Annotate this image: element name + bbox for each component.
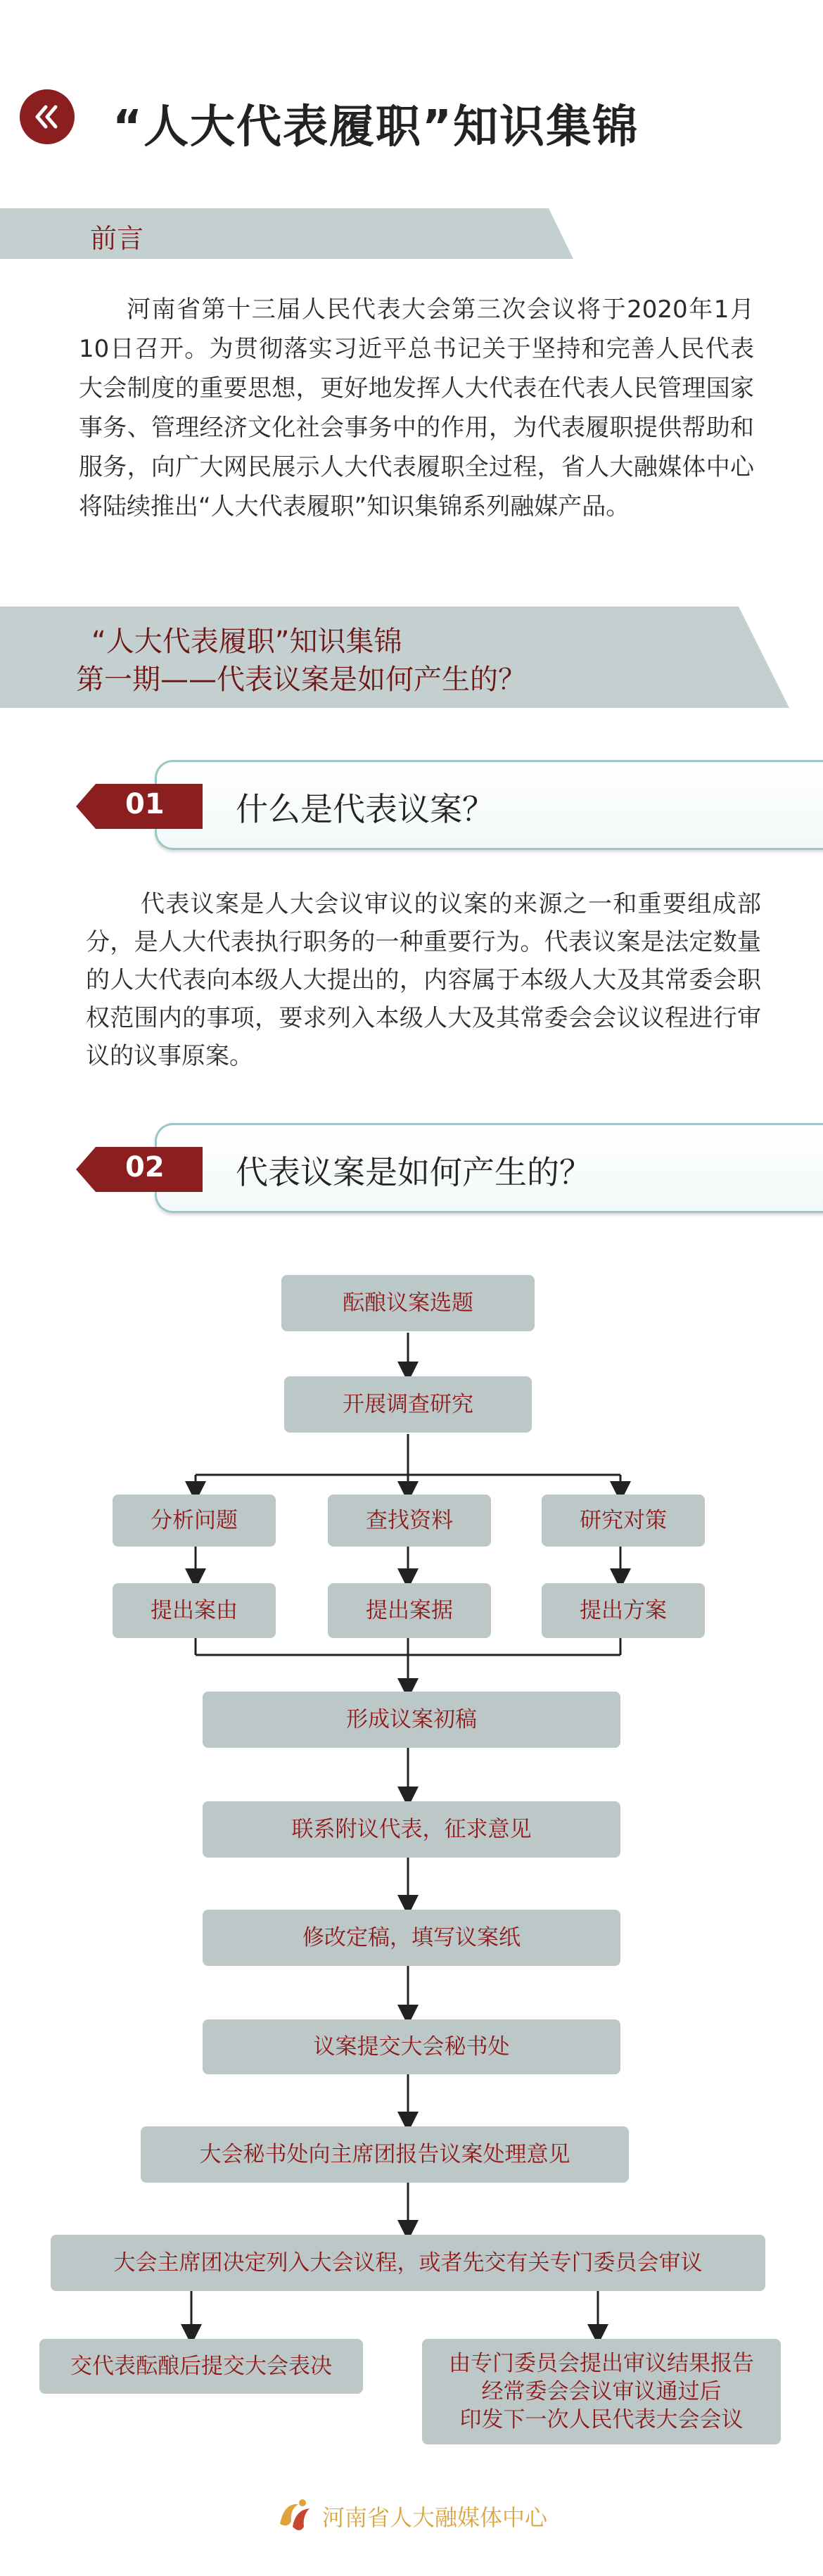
flow-step-analyze: 分析问题 [113, 1495, 276, 1547]
flow-end-committee-line1: 由专门委员会提出审议结果报告 [449, 2351, 754, 2376]
flow-end-committee-line3: 印发下一次人民代表大会会议 [459, 2407, 744, 2432]
issue-line2: 第一期——代表议案是如何产生的？ [76, 664, 526, 696]
flow-step-propose-plan: 提出方案 [542, 1583, 705, 1638]
flow-end-committee [422, 2339, 781, 2444]
flow-step-research: 开展调查研究 [284, 1376, 532, 1433]
flow-step-propose-basis: 提出案据 [328, 1583, 491, 1638]
section-title: 代表议案是如何产生的？ [236, 1153, 592, 1191]
section-number: 02 [125, 1151, 165, 1184]
issue-line1: “人大代表履职”知识集锦 [91, 626, 402, 658]
section-number: 01 [125, 788, 165, 820]
definition-text: 代表议案是人大会议审议的议案的来源之一和重要组成部分，是人大代表执行职务的一种重要行为。代表议案是法定数量的人大代表向本级人大提出的，内容属于本级人大及其常委会职权范围内的事项，要求列入本级人大及其常委会会议议程进行审议的议事原案。 [86, 890, 761, 1070]
section-title: 什么是代表议案？ [236, 790, 495, 828]
flow-end-committee-line2: 经常委会会议审议通过后 [481, 2379, 722, 2404]
flow-step-finalize: 修改定稿，填写议案纸 [203, 1910, 620, 1966]
flow-step-find-materials: 查找资料 [328, 1495, 491, 1547]
footer-text: 河南省人大融媒体中心 [322, 2504, 548, 2531]
flow-step-seek-cosigners: 联系附议代表，征求意见 [203, 1801, 620, 1858]
flow-step-draft: 形成议案初稿 [203, 1692, 620, 1748]
flow-step-select-topic: 酝酿议案选题 [281, 1275, 535, 1331]
flow-step-presidium-decision: 大会主席团决定列入大会议程，或者先交有关专门委员会审议 [51, 2235, 765, 2291]
footer [274, 2495, 547, 2537]
page-title: “人大代表履职”知识集锦 [113, 101, 639, 153]
flow-step-secretariat-report: 大会秘书处向主席团报告议案处理意见 [141, 2126, 629, 2183]
flow-step-study-measures: 研究对策 [542, 1495, 705, 1547]
flow-step-propose-cause: 提出案由 [113, 1583, 276, 1638]
renda-media-logo-icon [274, 2496, 315, 2537]
flow-step-submit: 议案提交大会秘书处 [203, 2019, 620, 2074]
preface-label: 前言 [90, 223, 144, 254]
preface-text: 河南省第十三届人民代表大会第三次会议将于2020年1月10日召开。为贯彻落实习近平总书记关于坚持和完善人民代表大会制度的重要思想，更好地发挥人大代表在代表人民管理国家事务、管理经济文化社会事务中的作用，为代表履职提供帮助和服务，向广大网民展示人大代表履职全过程，省人大融媒体中心将陆续推出“人大代表履职”知识集锦系列融媒产品。 [79, 296, 754, 521]
flow-end-vote: 交代表酝酿后提交大会表决 [39, 2339, 363, 2394]
